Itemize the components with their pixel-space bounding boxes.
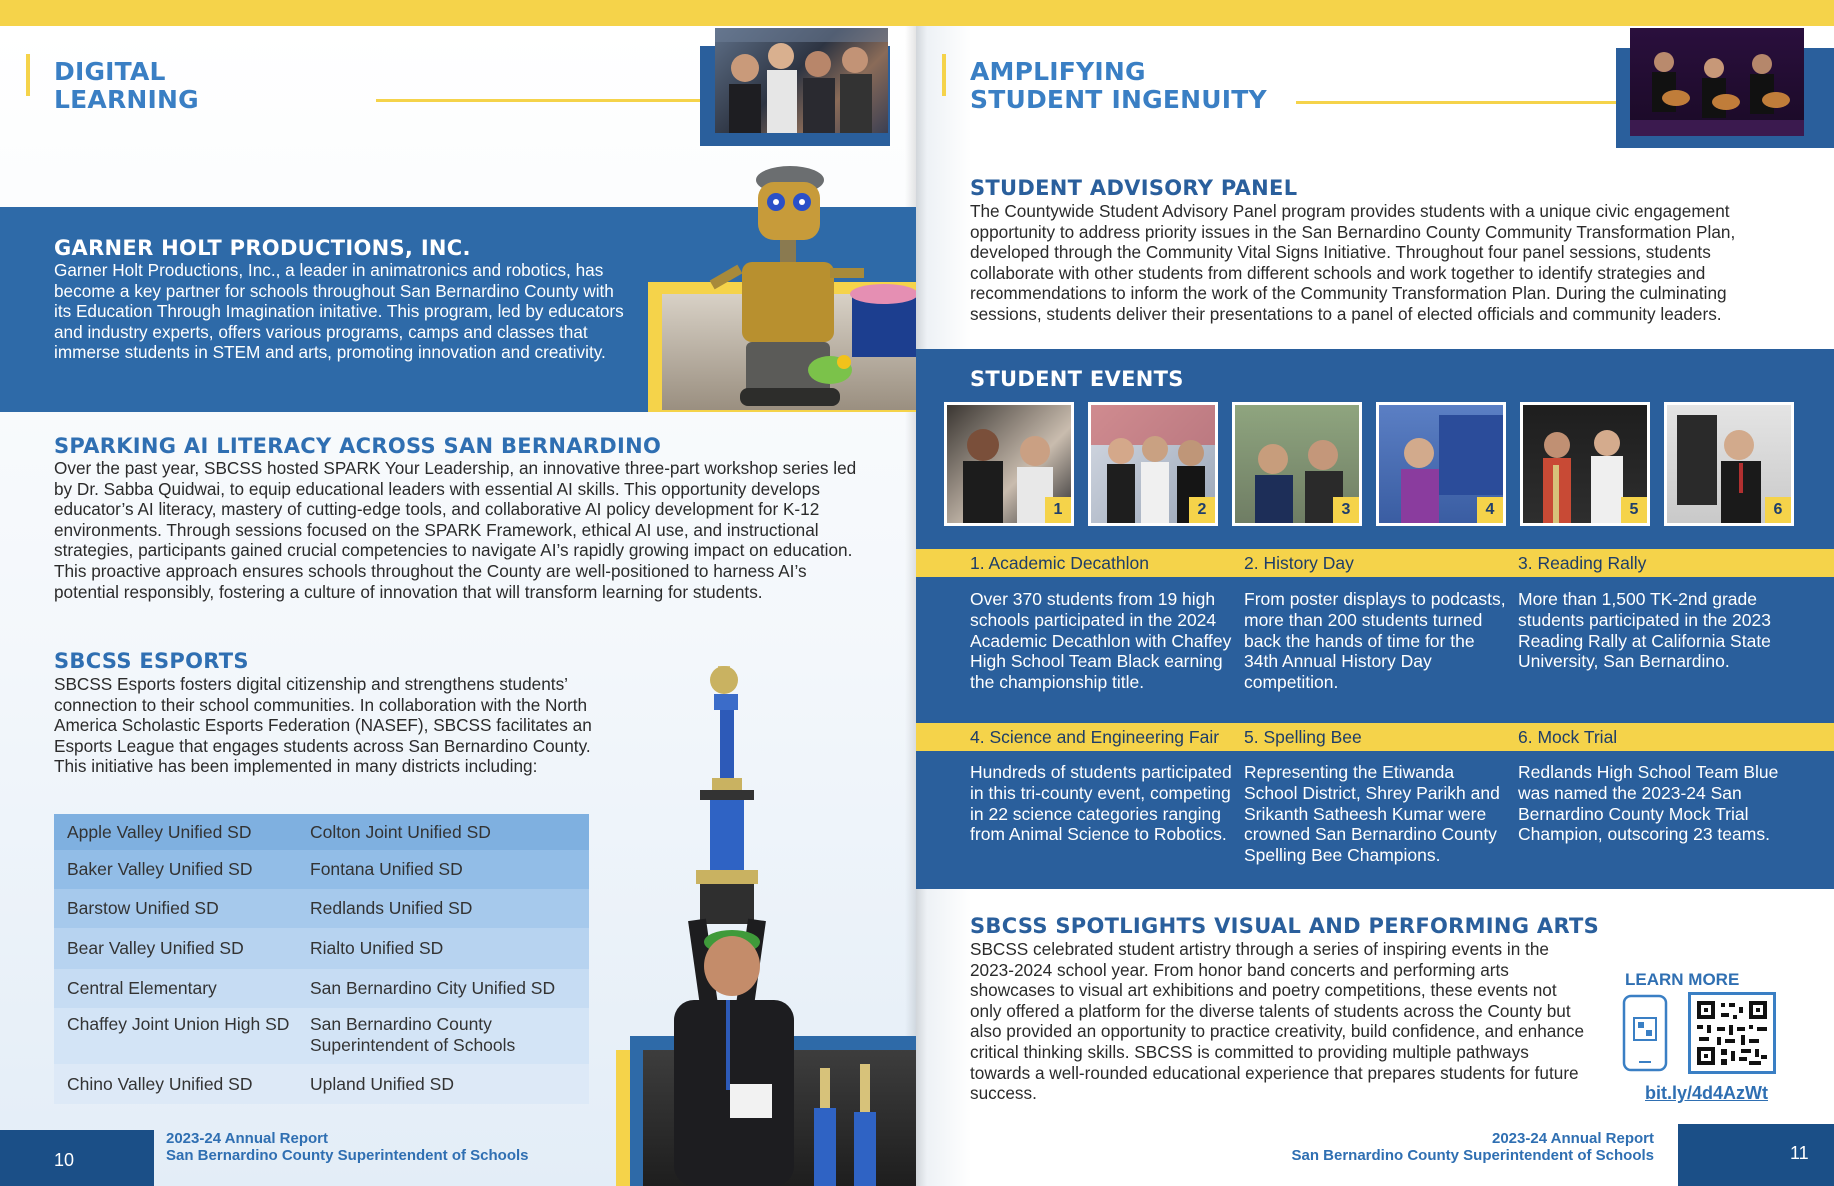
event-title-reading-rally: 3. Reading Rally — [1518, 553, 1647, 573]
title-underline — [376, 99, 702, 102]
phone-scan-icon — [1622, 994, 1668, 1072]
guitar-performers-photo — [1630, 28, 1804, 136]
table-row: Central Elementary San Bernardino City Unified SD — [54, 969, 589, 1008]
section-title-amplifying: AMPLIFYING STUDENT INGENUITY — [970, 57, 1267, 114]
event-photo-3 — [1232, 402, 1362, 526]
event-title-mock-trial: 6. Mock Trial — [1518, 727, 1618, 747]
right-footer-text: 2023-24 Annual Report San Bernardino County Superintendent of Schools — [1291, 1130, 1654, 1164]
table-row: Barstow Unified SD Redlands Unified SD — [54, 889, 589, 928]
top-yellow-bar — [0, 0, 1834, 26]
guitar-performers-illustration — [1630, 28, 1804, 136]
event-title-academic-decathlon: 1. Academic Decathlon — [970, 553, 1149, 573]
event-photo-number: 3 — [1333, 497, 1359, 523]
qr-code-frame[interactable] — [1688, 992, 1776, 1074]
table-row: Bear Valley Unified SD Rialto Unified SD — [54, 928, 589, 969]
ai-literacy-body: Over the past year, SBCSS hosted SPARK Your Leadership, an innovative three-part workshop series led by Dr. Sabba Quidwai, to equip educational leaders with essential AI skills. This opportunity develops educator’s AI literacy, mastery of cutting-edge tools, and collaborative AI policy development for K-12 environments. Through sessions focused on the SPARK Framework, ethical AI use, and instructional strategies, participants gained crucial competencies to navigate AI’s rapidly growing impact on education. This proactive approach ensures schools throughout the County are well-positioned to harness AI’s potential responsibly, fostering a culture of innovation that will transform learning for students. — [54, 458, 857, 602]
event-text-mock-trial: Redlands High School Team Blue was named the 2023-24 San Bernardino County Mock Trial Champion, outscoring 23 teams. — [1518, 762, 1779, 845]
event-photo-5 — [1520, 402, 1650, 526]
students-group-illustration — [715, 28, 888, 133]
table-row: Chaffey Joint Union High SD San Bernardino County Superintendent of Schools — [54, 1008, 589, 1064]
esports-body: SBCSS Esports fosters digital citizenship and strengthens students’ connection to their school communities. In collaboration with the North America Scholastic Esports Federation (NASEF), SBCSS facilitates an Esports League that engages students across San Bernardino County. This initiative has been implemented in many districts including: — [54, 674, 592, 777]
event-photo-number: 6 — [1765, 497, 1791, 523]
event-text-science-fair: Hundreds of students participated in this tri-county event, competing in 22 science categories ranging from Animal Science to Robotics. — [970, 762, 1232, 845]
event-photo-2 — [1088, 402, 1218, 526]
event-text-academic-decathlon: Over 370 students from 19 high schools participated in the 2024 Academic Decathlon with Chaffey High School Team Black earning the championship title. — [970, 589, 1232, 693]
right-page-number: 11 — [1790, 1143, 1809, 1163]
ai-literacy-heading: SPARKING AI LITERACY ACROSS SAN BERNARDINO — [54, 434, 662, 458]
event-text-history-day: From poster displays to podcasts, more than 200 students turned back the hands of time for the 34th Annual History Day competition. — [1244, 589, 1506, 693]
event-photo-6 — [1664, 402, 1794, 526]
event-photo-number: 4 — [1477, 497, 1503, 523]
students-group-photo — [715, 28, 888, 133]
event-photo-4 — [1376, 402, 1506, 526]
districts-table — [54, 814, 589, 1104]
right-page-number-box — [1678, 1124, 1834, 1186]
section-title-digital-learning: DIGITAL LEARNING — [54, 57, 199, 114]
learn-more-label: LEARN MORE — [1625, 970, 1740, 989]
esports-heading: SBCSS ESPORTS — [54, 649, 249, 673]
title-accent-bar — [26, 54, 30, 96]
event-photo-1 — [944, 402, 1074, 526]
arts-body: SBCSS celebrated student artistry through a series of inspiring events in the 2023-2024 school year. From honor band concerts and performing arts showcases to visual art exhibitions and poetry competitions, these events not only offered a platform for the diverse talents of students across the County but also provided an opportunity to practice creativity, build confidence, and enhance critical thinking skills. SBCSS is committed to providing multiple pathways towards a well-rounded educational experience that prepares students for future success. — [970, 939, 1585, 1104]
garner-heading: GARNER HOLT PRODUCTIONS, INC. — [54, 236, 471, 260]
left-page-number-box — [0, 1130, 154, 1186]
table-row: Chino Valley Unified SD Upland Unified SD — [54, 1064, 589, 1104]
event-title-history-day: 2. History Day — [1244, 553, 1354, 573]
event-title-spelling-bee: 5. Spelling Bee — [1244, 727, 1362, 747]
event-title-science-fair: 4. Science and Engineering Fair — [970, 727, 1220, 747]
table-row: Apple Valley Unified SD Colton Joint Unified SD — [54, 814, 589, 850]
title-accent-bar — [942, 54, 946, 96]
title-underline — [1296, 101, 1632, 104]
arts-heading: SBCSS SPOTLIGHTS VISUAL AND PERFORMING ARTS — [970, 914, 1600, 938]
event-photo-number: 1 — [1045, 497, 1071, 523]
garner-body: Garner Holt Productions, Inc., a leader in animatronics and robotics, has become a key partner for schools throughout San Bernardino County with its Education Through Imagination initative. This program, led by educators and industry experts, offers various programs, camps and classes that immerse students in STEM and arts, promoting innovation and creativity. — [54, 260, 624, 363]
left-page-number: 10 — [54, 1150, 75, 1170]
student-holding-trophy-illustration — [660, 660, 916, 1186]
table-row: Baker Valley Unified SD Fontana Unified SD — [54, 850, 589, 889]
event-text-spelling-bee: Representing the Etiwanda School District, Shrey Parikh and Srikanth Satheesh Kumar were crowned San Bernardino County Spelling Bee Champions. — [1244, 762, 1500, 866]
student-events-heading: STUDENT EVENTS — [970, 367, 1184, 391]
left-footer-text: 2023-24 Annual Report San Bernardino County Superintendent of Schools — [166, 1130, 529, 1164]
event-photo-number: 5 — [1621, 497, 1647, 523]
advisory-heading: STUDENT ADVISORY PANEL — [970, 176, 1298, 200]
event-text-reading-rally: More than 1,500 TK-2nd grade students participated in the 2023 Reading Rally at California State University, San Bernardino. — [1518, 589, 1771, 672]
event-photo-number: 2 — [1189, 497, 1215, 523]
advisory-body: The Countywide Student Advisory Panel program provides students with a unique civic engagement opportunity to address priority issues in the San Bernardino County Community Transformation Plan, developed through the Community Vital Signs Initiative. Throughout four panel sessions, students collaborate with other students from different schools and work together to identify strategies and recommendations to inform the work of the Community Transformation Plan. During the culminating sessions, students deliver their presentations to a panel of elected officials and community leaders. — [970, 201, 1736, 324]
qr-code-icon — [1691, 995, 1773, 1071]
learn-more-link[interactable]: bit.ly/4d4AzWt — [1645, 1083, 1769, 1103]
animatronic-robot-illustration — [680, 152, 916, 412]
